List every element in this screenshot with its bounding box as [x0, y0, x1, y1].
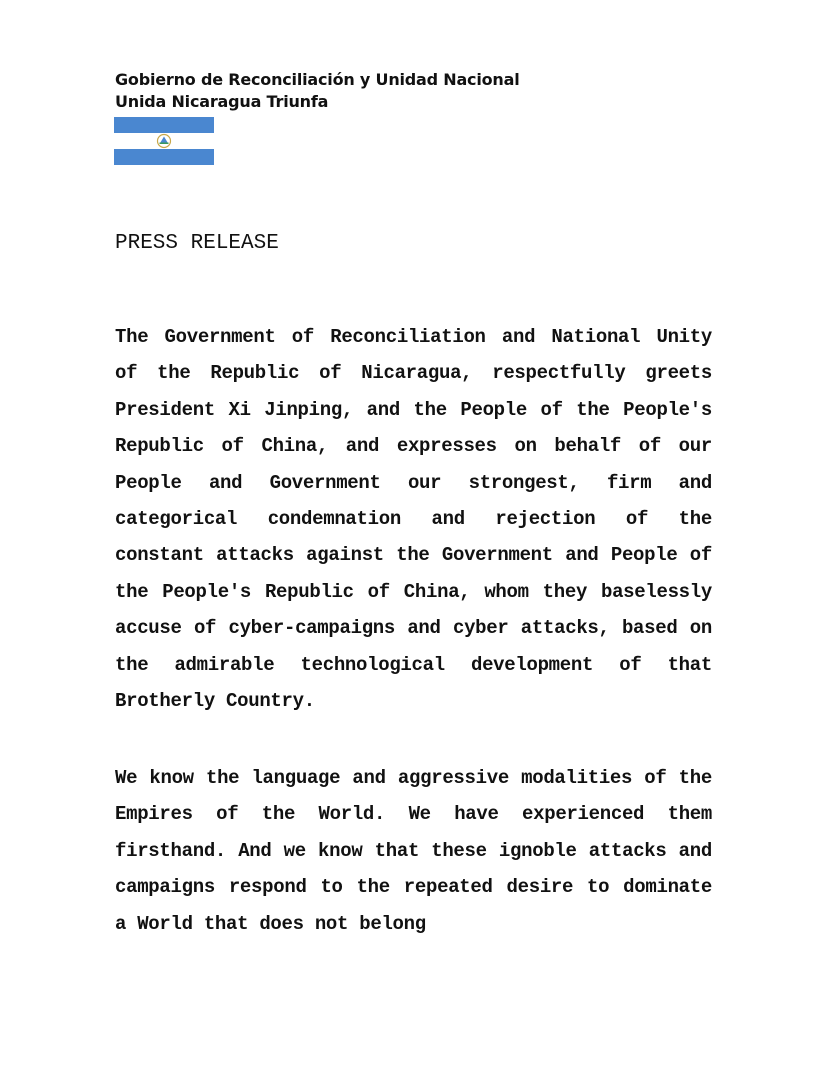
nicaragua-flag-icon — [114, 117, 214, 165]
document-title: PRESS RELEASE — [115, 232, 279, 255]
body-paragraph: The Government of Reconciliation and National Unity of the Republic of Nicaragua, respectfully greets President Xi Jinping, and the People of the People's Republic of China, and expresses on behalf of our People and Government our strongest, firm and categorical condemnation and rejection of the constant attacks against the Government and People of the People's Republic of China, whom they baselessly accuse of cyber-campaigns and cyber attacks, based on the admirable technological development of that Brotherly Country. — [115, 326, 712, 713]
letterhead — [115, 69, 520, 113]
government-motto: Unida Nicaragua Triunfa — [115, 92, 329, 111]
body-paragraph: We know the language and aggressive modalities of the Empires of the World. We have experienced them firsthand. And we know that these ignoble attacks and campaigns respond to the repeated desire to dominate a World that does not belong — [115, 767, 712, 935]
government-name: Gobierno de Reconciliación y Unidad Nacional — [115, 70, 520, 89]
